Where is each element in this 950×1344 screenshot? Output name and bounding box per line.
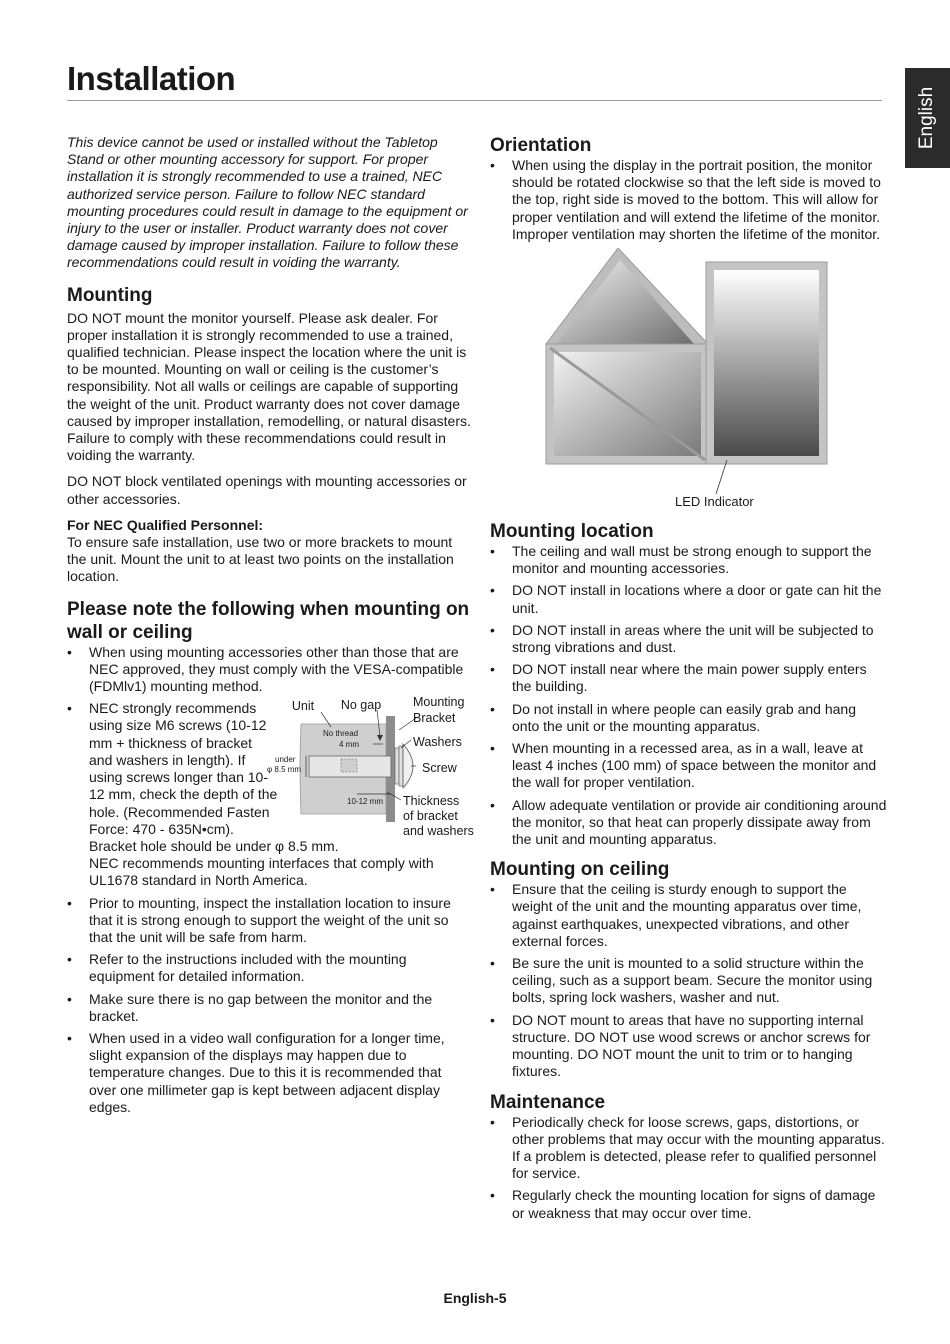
list-item: • Periodically check for loose screws, gaps, distortions, or other problems that may occur with the mounting apparatus. If a problem is detected, please refer to qualified personnel for service. xyxy=(490,1114,887,1183)
title-divider xyxy=(67,100,882,101)
orientation-svg xyxy=(490,248,887,510)
list-item: • Refer to the instructions included with the mounting equipment for detailed information. xyxy=(67,951,472,985)
mounting-location-list xyxy=(490,543,887,848)
language-tab xyxy=(905,68,950,168)
screw-shaft xyxy=(341,759,357,772)
of-bracket-label: of bracket xyxy=(403,809,458,824)
list-item: • When used in a video wall configuration for a longer time, slight expansion of the displays may happen due to temperature changes. Due to this it is recommended that over one millimeter gap is kept between adjacent display edges. xyxy=(67,1030,472,1116)
qualified-personnel-label: For NEC Qualified Personnel: xyxy=(67,516,264,533)
rotating-monitor xyxy=(546,248,708,344)
mounting-label: Mounting xyxy=(413,696,465,710)
length-label: 10-12 mm xyxy=(347,797,384,807)
no-thread-label: No thread xyxy=(323,729,359,739)
list-item: • DO NOT mount to areas that have no supporting internal structure. DO NOT use wood screws or anchor screws for mounting. DO NOT mount the unit to trim or to hanging fixtures. xyxy=(490,1012,887,1081)
list-item xyxy=(67,696,474,889)
bracket-label: Bracket xyxy=(413,711,456,726)
orientation-list xyxy=(490,157,887,243)
ul1678-text: NEC recommends mounting interfaces that comply with UL1678 standard in North America. xyxy=(89,855,434,889)
and-washers-label: and washers xyxy=(403,824,474,839)
left-column xyxy=(67,134,472,1121)
list-item: • Allow adequate ventilation or provide air conditioning around the monitor, so that heat can properly dissipate away from the unit and mounting apparatus. xyxy=(490,797,887,849)
no-gap-label: No gap xyxy=(340,698,382,713)
list-item: • Do not install in where people can easily grab and hang onto the unit or the mounting apparatus. xyxy=(490,701,887,735)
mounting-paragraph: DO NOT mount the monitor yourself. Please ask dealer. For proper installation it is strongly recommended to use a trained, qualified technician. Please inspect the location where the unit is to be mounted. Mounting on wall or ceiling is the customer’s responsibility. Not all walls or ceilings are capable of supporting the weight of the unit. Product warranty does not cover damage caused by improper installation, remodelling, or natural disasters. Failure to comply with these recommendations could result in voiding the warranty. xyxy=(67,309,471,464)
list-item: • DO NOT install near where the main power supply enters the building. xyxy=(490,661,887,695)
ventilation-paragraph: DO NOT block ventilated openings with mounting accessories or other accessories. xyxy=(67,473,467,507)
maintenance-heading: Maintenance xyxy=(490,1091,606,1113)
language-tab-label: English xyxy=(916,86,938,150)
washers-leader xyxy=(401,740,411,748)
list-item: • Prior to mounting, inspect the installation location to insure that it is strong enough to support the weight of the unit so that the unit will be safe from harm. xyxy=(67,895,472,947)
mounting-ceiling-heading: Mounting on ceiling xyxy=(490,859,670,881)
under-label: under xyxy=(275,755,296,765)
list-item: • When using the display in the portrait position, the monitor should be rotated clockwise so that the left side is moved to the top, right side is moved to the bottom. This will allow for proper ventilation and will extend the lifetime of the monitor. Improper ventilation may shorten the lifetime of the monitor. xyxy=(490,157,887,243)
screw-text: • NEC strongly recommends using size M6 screws (10-12 mm + thickness of bracket and washers in length). If using screws longer than 10-12 mm, check the depth of the hole. (Recommended Fasten Force: 470 - 635N•cm). xyxy=(89,700,278,837)
maintenance-list xyxy=(490,1114,887,1222)
page-title: Installation xyxy=(67,60,236,97)
diameter-label: φ 8.5 mm xyxy=(267,765,302,775)
list-item: • The ceiling and wall must be strong enough to support the monitor and mounting accessories. xyxy=(490,543,887,577)
washers-label: Washers xyxy=(413,735,462,750)
landscape-monitor xyxy=(546,344,709,464)
thickness-label: Thickness xyxy=(403,794,460,809)
led-leader xyxy=(716,460,727,494)
page-number: English-5 xyxy=(443,1290,507,1306)
wall-ceiling-heading: Please note the following when mounting on wall or ceiling xyxy=(67,598,470,643)
mounting-ceiling-list xyxy=(490,881,887,1080)
list-item: • DO NOT install in areas where the unit will be subjected to strong vibrations and dust. xyxy=(490,622,887,656)
list-item: • Be sure the unit is mounted to a solid structure within the ceiling, such as a support beam. Secure the monitor using bolts, spring lock washers, washer and nut. xyxy=(490,955,887,1007)
washer xyxy=(399,746,403,786)
led-indicator-label: LED Indicator xyxy=(675,494,754,510)
screw-diagram-svg xyxy=(261,696,476,841)
orientation-heading: Orientation xyxy=(490,135,592,156)
list-item: • When using mounting accessories other than those that are NEC approved, they must comply with the VESA-compatible (FDMlv1) mounting method. xyxy=(67,644,472,696)
list-item: • When mounting in a recessed area, as in a wall, leave at least 4 inches (100 mm) of space between the monitor and the wall for proper ventilation. xyxy=(490,740,887,792)
washer xyxy=(395,748,399,784)
list-item: • Regularly check the mounting location for signs of damage or weakness that may occur over time. xyxy=(490,1187,887,1221)
right-column xyxy=(490,134,887,1227)
orientation-figure xyxy=(490,248,887,510)
list-item: • Ensure that the ceiling is sturdy enough to support the weight of the unit and the mounting apparatus over time, against earthquakes, unexpected vibrations, and other external forces. xyxy=(490,881,887,950)
qualified-personnel-text: To ensure safe installation, use two or more brackets to mount the unit. Mount the unit to at least two points on the installation location. xyxy=(67,534,454,585)
wall-ceiling-list xyxy=(67,644,472,1116)
bracket-hole-text: Bracket hole should be under φ 8.5 mm. xyxy=(89,837,339,854)
screw-label: Screw xyxy=(422,761,457,776)
intro-warning: This device cannot be used or installed without the Tabletop Stand or other mounting accessory for support. For proper installation it is strongly recommended to use a trained, NEC authorized service person. Failure to follow NEC standard mounting procedures could result in damage to the equipment or injury to the user or installer. Product warranty does not cover damage caused by improper installation. Failure to follow these recommendations could result in voiding the warranty. xyxy=(67,134,468,271)
unit-label: Unit xyxy=(291,699,315,714)
four-mm-label: 4 mm xyxy=(339,740,359,750)
mounting-location-heading: Mounting location xyxy=(490,521,654,543)
screw-recommendation xyxy=(89,696,474,839)
mounting-heading: Mounting xyxy=(67,284,153,306)
portrait-monitor xyxy=(706,262,827,464)
list-item: • DO NOT install in locations where a door or gate can hit the unit. xyxy=(490,582,887,616)
list-item: • Make sure there is no gap between the monitor and the bracket. xyxy=(67,991,472,1025)
screw-diagram xyxy=(261,696,476,841)
